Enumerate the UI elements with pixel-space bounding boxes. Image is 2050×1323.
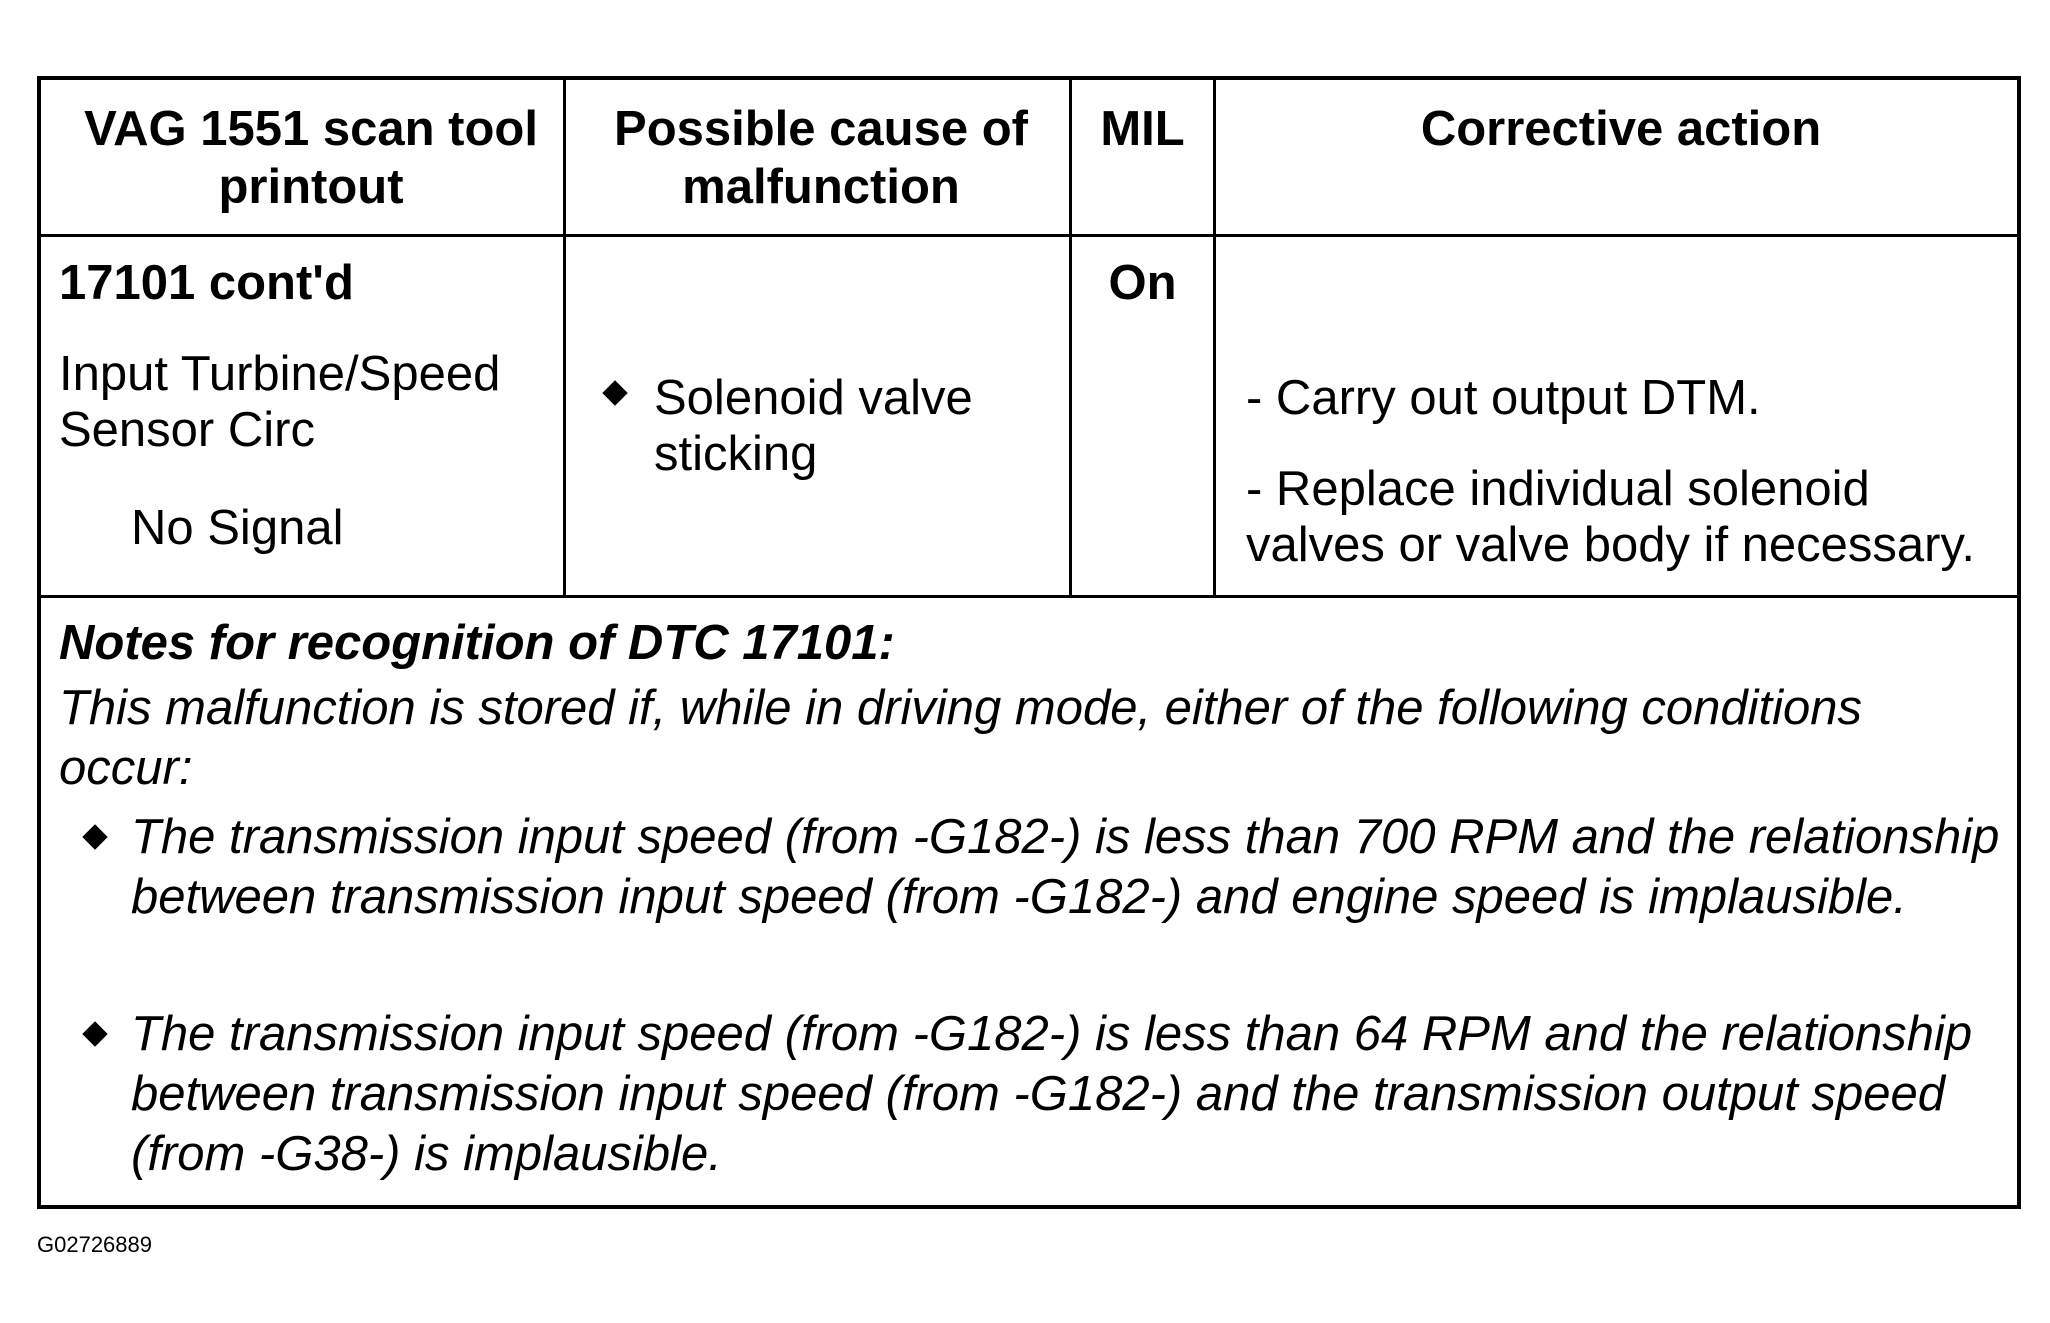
dtc-signal: No Signal (131, 501, 344, 555)
column-divider (563, 80, 566, 598)
notes-condition: The transmission input speed (from -G182-) is less than 700 RPM and the relationship between transmission input speed (from -G182-) and engine speed is implausible. (131, 810, 2000, 924)
bullet-icon (602, 380, 627, 405)
notes-condition: The transmission input speed (from -G182-) is less than 64 RPM and the relationship between transmission input speed (from -G182-) and the transmission output speed (from -G38-) is implausible. (131, 1007, 1973, 1181)
header-divider (41, 234, 2017, 237)
mil-status: On (1108, 256, 1177, 310)
header-mil: MIL (1100, 102, 1185, 156)
figure-id: G02726889 (37, 1232, 152, 1257)
notes-divider (41, 595, 2017, 598)
dtc-table (37, 76, 2021, 1209)
dtc-description: Input Turbine/Speed Sensor Circ (59, 347, 501, 457)
header-cause: Possible cause of malfunction (614, 102, 1028, 214)
cause-item: Solenoid valve sticking (654, 371, 973, 481)
action-item: - Carry out output DTM. (1246, 371, 1761, 425)
notes-intro: This malfunction is stored if, while in driving mode, either of the following conditions occur: (59, 681, 1862, 795)
bullet-icon (82, 1021, 107, 1046)
column-divider (1213, 80, 1216, 598)
header-action: Corrective action (1420, 102, 1822, 156)
action-item: - Replace individual solenoid valves or valve body if necessary. (1246, 462, 1975, 572)
dtc-code: 17101 cont'd (59, 256, 354, 310)
header-printout: VAG 1551 scan tool printout (84, 102, 538, 214)
notes-title: Notes for recognition of DTC 17101: (59, 616, 895, 670)
bullet-icon (82, 824, 107, 849)
